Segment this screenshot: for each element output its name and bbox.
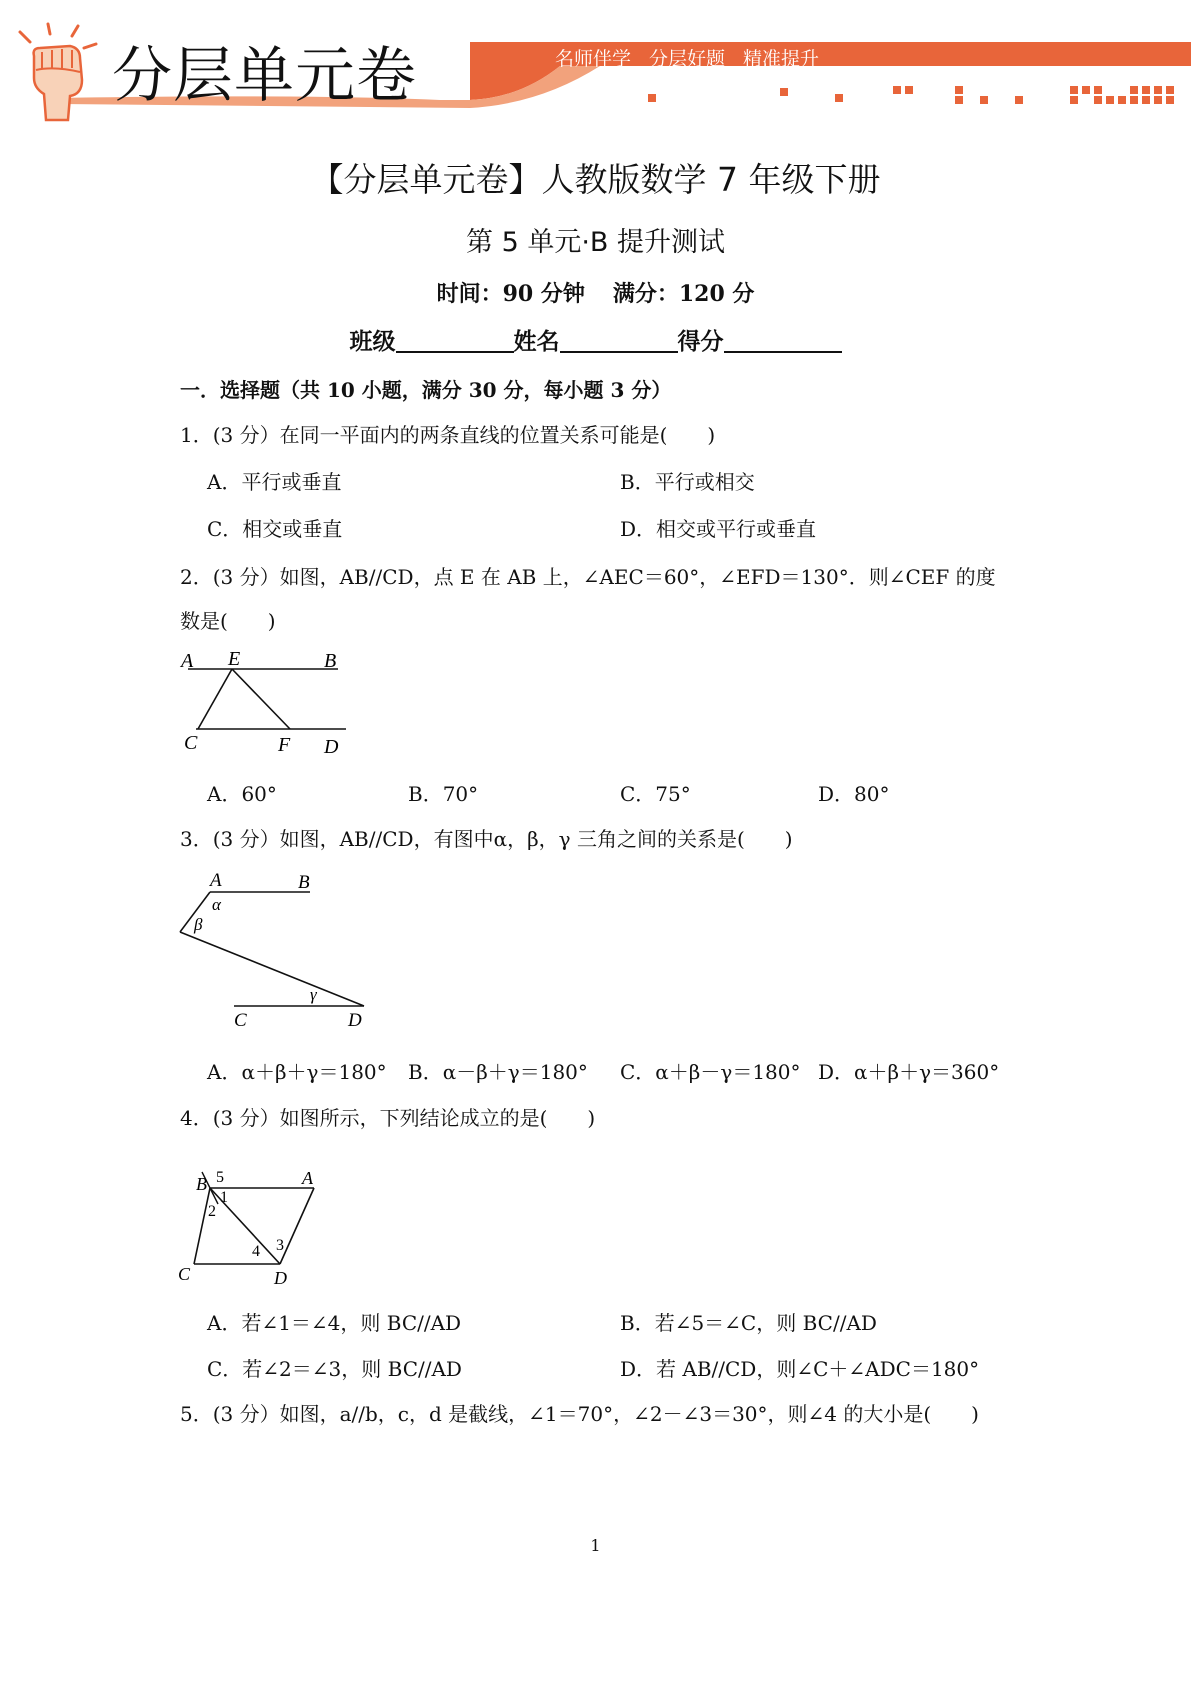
q1-option-b[interactable]: B．平行或相交	[620, 470, 755, 494]
label-alpha: α	[212, 895, 221, 914]
question-4: 4．(3 分）如图所示，下列结论成立的是( )	[180, 1106, 596, 1130]
slogan-1: 名师伴学	[555, 48, 632, 70]
q4-option-a[interactable]: A．若∠1＝∠4，则 BC//AD	[207, 1311, 462, 1335]
label-b: B	[196, 1174, 207, 1194]
class-label: 班级	[349, 328, 396, 355]
segment-ef	[232, 669, 290, 729]
name-label: 姓名	[513, 328, 560, 355]
q4-option-c[interactable]: C．若∠2＝∠3，则 BC//AD	[207, 1357, 462, 1381]
label-a: A	[302, 1168, 313, 1188]
question-3: 3．(3 分）如图，AB//CD，有图中α，β，γ 三角之间的关系是( )	[180, 827, 793, 851]
page-subtitle: 第 5 单元·B 提升测试	[465, 227, 726, 258]
label-4: 4	[252, 1243, 260, 1260]
q4-option-d[interactable]: D．若 AB//CD，则∠C＋∠ADC＝180°	[620, 1357, 980, 1381]
label-c: C	[178, 1264, 191, 1284]
label-a: A	[181, 650, 194, 672]
name-blank[interactable]	[560, 327, 678, 353]
score-label: 得分	[677, 328, 724, 355]
q4-figure	[176, 1160, 326, 1290]
segment-vertex-d	[180, 932, 364, 1006]
time-label: 时间：90 分钟	[436, 281, 585, 307]
label-d: D	[324, 736, 339, 758]
full-score-label: 满分：120 分	[612, 281, 755, 307]
q3-option-d[interactable]: D．α＋β＋γ＝360°	[818, 1060, 1000, 1084]
label-gamma: γ	[310, 985, 317, 1004]
page-title: 【分层单元卷】人教版数学 7 年级下册	[310, 160, 881, 199]
line-bc	[194, 1188, 210, 1264]
label-c: C	[234, 1010, 247, 1031]
label-c: C	[184, 732, 198, 754]
label-a: A	[210, 870, 222, 891]
q1-option-a[interactable]: A．平行或垂直	[207, 470, 342, 494]
label-d: D	[348, 1010, 362, 1031]
label-2: 2	[208, 1203, 216, 1220]
slogan-3: 精准提升	[743, 48, 820, 70]
label-1: 1	[220, 1189, 228, 1206]
segment-ec	[198, 669, 232, 729]
q2-figure	[176, 645, 356, 760]
question-2-cont: 数是( )	[180, 609, 276, 633]
raised-fist-icon	[10, 22, 100, 122]
q3-option-c[interactable]: C．α＋β－γ＝180°	[620, 1060, 801, 1084]
page-number: 1	[590, 1536, 601, 1555]
q1-option-c[interactable]: C．相交或垂直	[207, 517, 343, 541]
q2-option-a[interactable]: A．60°	[207, 782, 277, 806]
label-d: D	[274, 1268, 287, 1288]
q1-option-d[interactable]: D．相交或平行或垂直	[620, 517, 817, 541]
label-f: F	[278, 734, 291, 756]
label-beta: β	[194, 915, 203, 934]
q3-figure	[176, 866, 376, 1036]
q3-option-a[interactable]: A．α＋β＋γ＝180°	[207, 1060, 387, 1084]
label-5: 5	[216, 1169, 224, 1186]
class-blank[interactable]	[396, 327, 514, 353]
score-blank[interactable]	[724, 327, 842, 353]
q2-option-b[interactable]: B．70°	[408, 782, 479, 806]
section-heading: 一．选择题（共 10 小题，满分 30 分，每小题 3 分）	[180, 378, 672, 402]
label-b: B	[298, 872, 310, 893]
line-ad	[280, 1188, 314, 1264]
brand-title: 分层单元卷	[112, 41, 417, 111]
slogan	[555, 44, 837, 71]
q2-option-d[interactable]: D．80°	[818, 782, 890, 806]
question-2: 2．(3 分）如图，AB//CD，点 E 在 AB 上，∠AEC＝60°，∠EFD＝130°．则∠CEF 的度	[180, 565, 996, 589]
label-e: E	[228, 648, 241, 670]
label-3: 3	[276, 1237, 284, 1254]
label-b: B	[324, 650, 337, 672]
time-score-line	[0, 277, 1191, 308]
q3-option-b[interactable]: B．α－β＋γ＝180°	[408, 1060, 588, 1084]
q2-option-c[interactable]: C．75°	[620, 782, 691, 806]
question-5: 5．(3 分）如图，a//b，c，d 是截线，∠1＝70°，∠2－∠3＝30°，则∠4 的大小是( )	[180, 1402, 979, 1426]
student-info-line	[0, 323, 1191, 356]
slogan-2: 分层好题	[649, 48, 726, 70]
question-1: 1．(3 分）在同一平面内的两条直线的位置关系可能是( )	[180, 423, 716, 447]
q4-option-b[interactable]: B．若∠5＝∠C，则 BC//AD	[620, 1311, 877, 1335]
